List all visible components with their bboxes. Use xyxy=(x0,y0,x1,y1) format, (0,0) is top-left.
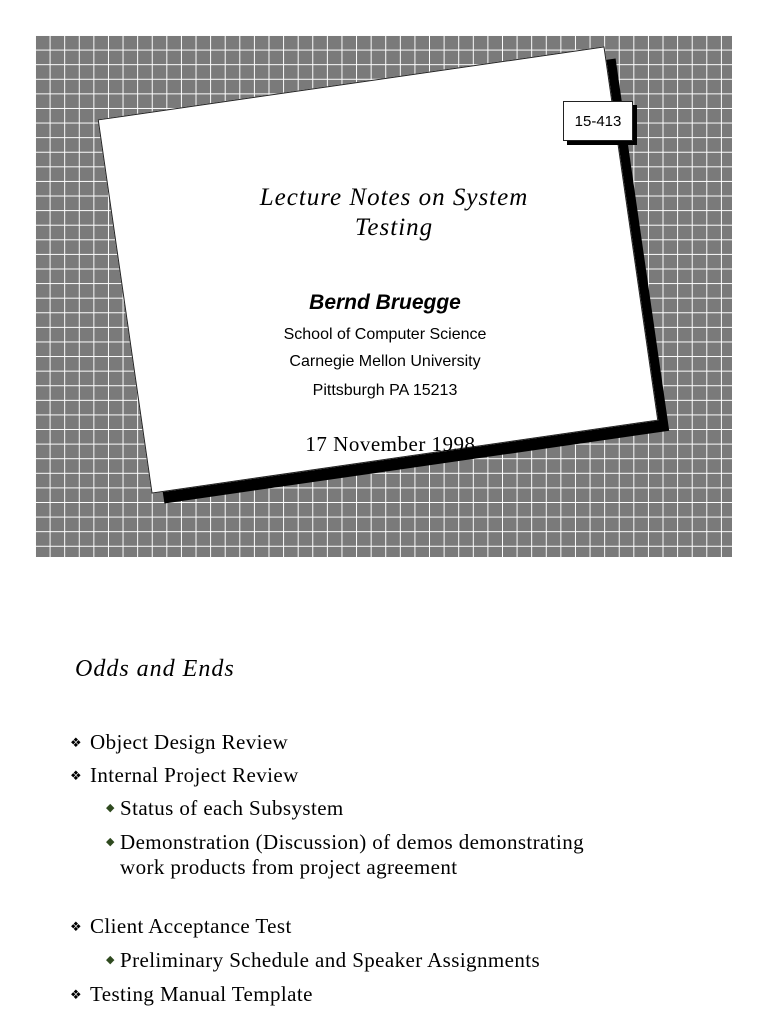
affiliation-address: Pittsburgh PA 15213 xyxy=(312,382,458,399)
sub-list-item xyxy=(106,948,540,973)
lecture-date: 17 November 1998 xyxy=(305,432,476,456)
list-item-text: Preliminary Schedule and Speaker Assignments xyxy=(120,948,541,972)
affiliation-university: Carnegie Mellon University xyxy=(289,353,481,370)
slide-title-line-1: Lecture Notes on System xyxy=(259,184,529,211)
small-diamond-bullet-icon: ◆ xyxy=(106,836,115,848)
sub-list-item xyxy=(106,830,590,880)
affiliation-school: School of Computer Science xyxy=(283,326,487,343)
list-item xyxy=(70,763,299,788)
small-diamond-bullet-icon: ◆ xyxy=(106,802,115,814)
list-item xyxy=(70,914,292,939)
diamond-bullet-icon: ❖ xyxy=(70,919,83,934)
list-item-text: Object Design Review xyxy=(90,730,289,754)
course-code-tag xyxy=(563,101,633,141)
list-item-text: Testing Manual Template xyxy=(90,982,313,1006)
slide-title xyxy=(194,183,594,243)
diamond-bullet-icon: ❖ xyxy=(70,735,83,750)
course-code: 15-413 xyxy=(574,112,622,130)
list-item xyxy=(70,730,288,755)
author-name: Bernd Bruegge xyxy=(309,291,461,314)
list-item xyxy=(70,982,313,1007)
diamond-bullet-icon: ❖ xyxy=(70,768,83,783)
list-item-text: Demonstration (Discussion) of demos demonstrating work products from project agreement xyxy=(120,830,585,879)
odds-heading: Odds and Ends xyxy=(75,656,235,682)
small-diamond-bullet-icon: ◆ xyxy=(106,954,115,966)
list-item-text: Internal Project Review xyxy=(90,763,299,787)
list-item-text: Client Acceptance Test xyxy=(90,914,292,938)
slide-title-line-2: Testing xyxy=(354,214,434,241)
diamond-bullet-icon: ❖ xyxy=(70,987,83,1002)
list-item-text: Status of each Subsystem xyxy=(120,796,344,820)
sub-list-item xyxy=(106,796,344,821)
